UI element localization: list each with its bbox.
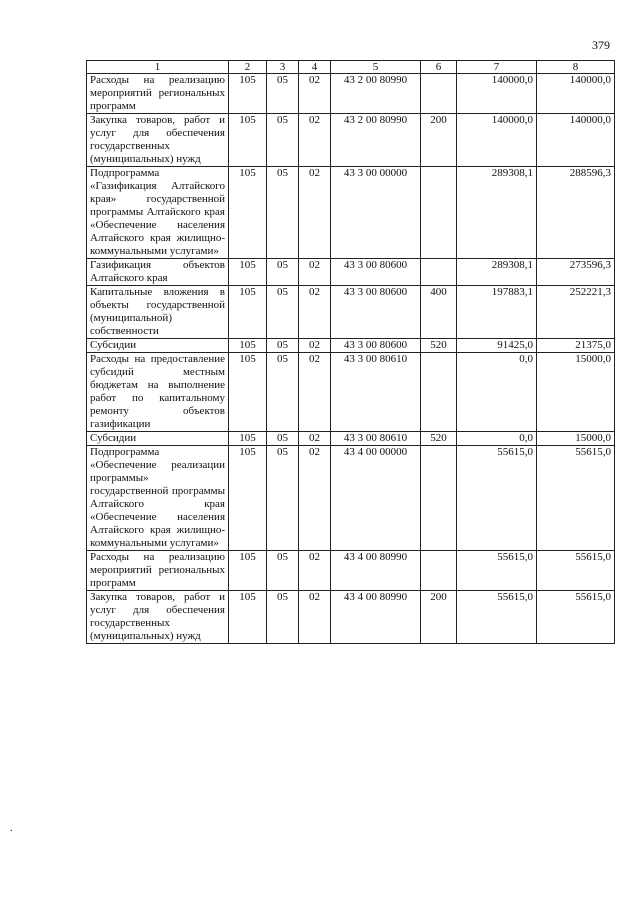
amount-year2-cell: 140000,0 xyxy=(537,74,615,114)
admin-code-cell: 105 xyxy=(229,591,267,644)
subsection-cell: 02 xyxy=(299,339,331,353)
section-cell: 05 xyxy=(267,353,299,432)
expense-type-cell xyxy=(421,259,457,286)
expense-name-cell: Закупка товаров, работ и услуг для обеспечения государственных (муниципальных) нужд xyxy=(87,114,229,167)
expense-name-cell: Газификация объектов Алтайского края xyxy=(87,259,229,286)
margin-dot: . xyxy=(10,823,13,834)
admin-code-cell: 105 xyxy=(229,432,267,446)
section-cell: 05 xyxy=(267,591,299,644)
subsection-cell: 02 xyxy=(299,114,331,167)
amount-year2-cell: 252221,3 xyxy=(537,286,615,339)
column-header: 8 xyxy=(537,61,615,74)
table-header-row xyxy=(87,61,615,74)
table-row xyxy=(87,432,615,446)
table-row xyxy=(87,339,615,353)
column-header: 6 xyxy=(421,61,457,74)
expense-type-cell xyxy=(421,446,457,551)
section-cell: 05 xyxy=(267,339,299,353)
admin-code-cell: 105 xyxy=(229,339,267,353)
section-cell: 05 xyxy=(267,551,299,591)
subsection-cell: 02 xyxy=(299,432,331,446)
target-article-cell: 43 3 00 80610 xyxy=(331,353,421,432)
amount-year2-cell: 55615,0 xyxy=(537,551,615,591)
amount-year2-cell: 273596,3 xyxy=(537,259,615,286)
section-cell: 05 xyxy=(267,446,299,551)
page-number: 379 xyxy=(592,38,610,52)
table-row xyxy=(87,353,615,432)
target-article-cell: 43 2 00 80990 xyxy=(331,114,421,167)
table-row xyxy=(87,591,615,644)
column-header: 4 xyxy=(299,61,331,74)
column-header: 5 xyxy=(331,61,421,74)
section-cell: 05 xyxy=(267,286,299,339)
expense-name-cell: Субсидии xyxy=(87,339,229,353)
amount-year1-cell: 140000,0 xyxy=(457,74,537,114)
amount-year2-cell: 15000,0 xyxy=(537,353,615,432)
expense-type-cell: 200 xyxy=(421,591,457,644)
admin-code-cell: 105 xyxy=(229,259,267,286)
amount-year2-cell: 55615,0 xyxy=(537,446,615,551)
subsection-cell: 02 xyxy=(299,286,331,339)
target-article-cell: 43 4 00 80990 xyxy=(331,551,421,591)
column-header: 3 xyxy=(267,61,299,74)
expense-name-cell: Подпрограмма «Газификация Алтайского края» государственной программы Алтайского края «Обеспечение населения Алтайского края жилищно-коммунальными услугами» xyxy=(87,167,229,259)
expense-type-cell xyxy=(421,167,457,259)
table-row xyxy=(87,74,615,114)
section-cell: 05 xyxy=(267,74,299,114)
subsection-cell: 02 xyxy=(299,353,331,432)
section-cell: 05 xyxy=(267,259,299,286)
table-row xyxy=(87,259,615,286)
amount-year1-cell: 0,0 xyxy=(457,353,537,432)
expense-type-cell xyxy=(421,74,457,114)
expense-name-cell: Субсидии xyxy=(87,432,229,446)
expense-type-cell xyxy=(421,353,457,432)
amount-year1-cell: 55615,0 xyxy=(457,446,537,551)
section-cell: 05 xyxy=(267,432,299,446)
amount-year1-cell: 197883,1 xyxy=(457,286,537,339)
section-cell: 05 xyxy=(267,114,299,167)
expense-name-cell: Расходы на реализацию мероприятий региональных программ xyxy=(87,551,229,591)
amount-year1-cell: 55615,0 xyxy=(457,591,537,644)
section-cell: 05 xyxy=(267,167,299,259)
expense-type-cell: 400 xyxy=(421,286,457,339)
expense-type-cell: 200 xyxy=(421,114,457,167)
amount-year2-cell: 288596,3 xyxy=(537,167,615,259)
amount-year2-cell: 21375,0 xyxy=(537,339,615,353)
target-article-cell: 43 3 00 80600 xyxy=(331,339,421,353)
column-header: 2 xyxy=(229,61,267,74)
amount-year1-cell: 140000,0 xyxy=(457,114,537,167)
table-row xyxy=(87,286,615,339)
target-article-cell: 43 2 00 80990 xyxy=(331,74,421,114)
admin-code-cell: 105 xyxy=(229,74,267,114)
expense-name-cell: Закупка товаров, работ и услуг для обеспечения государственных (муниципальных) нужд xyxy=(87,591,229,644)
table-row xyxy=(87,446,615,551)
expense-name-cell: Расходы на предоставление субсидий местным бюджетам на выполнение работ по капитальному ремонту объектов газификации xyxy=(87,353,229,432)
expense-name-cell: Подпрограмма «Обеспечение реализации программы» государственной программы Алтайского края «Обеспечение населения Алтайского края жилищно-коммунальными услугами» xyxy=(87,446,229,551)
column-header: 1 xyxy=(87,61,229,74)
amount-year1-cell: 289308,1 xyxy=(457,259,537,286)
target-article-cell: 43 4 00 80990 xyxy=(331,591,421,644)
table-row xyxy=(87,167,615,259)
subsection-cell: 02 xyxy=(299,167,331,259)
amount-year2-cell: 140000,0 xyxy=(537,114,615,167)
admin-code-cell: 105 xyxy=(229,446,267,551)
column-header: 7 xyxy=(457,61,537,74)
target-article-cell: 43 3 00 80610 xyxy=(331,432,421,446)
target-article-cell: 43 3 00 80600 xyxy=(331,259,421,286)
target-article-cell: 43 3 00 00000 xyxy=(331,167,421,259)
admin-code-cell: 105 xyxy=(229,551,267,591)
subsection-cell: 02 xyxy=(299,259,331,286)
admin-code-cell: 105 xyxy=(229,353,267,432)
target-article-cell: 43 4 00 00000 xyxy=(331,446,421,551)
expense-name-cell: Расходы на реализацию мероприятий региональных программ xyxy=(87,74,229,114)
subsection-cell: 02 xyxy=(299,591,331,644)
subsection-cell: 02 xyxy=(299,551,331,591)
budget-table xyxy=(86,60,615,644)
amount-year1-cell: 289308,1 xyxy=(457,167,537,259)
amount-year1-cell: 91425,0 xyxy=(457,339,537,353)
admin-code-cell: 105 xyxy=(229,114,267,167)
admin-code-cell: 105 xyxy=(229,286,267,339)
amount-year1-cell: 0,0 xyxy=(457,432,537,446)
target-article-cell: 43 3 00 80600 xyxy=(331,286,421,339)
subsection-cell: 02 xyxy=(299,74,331,114)
amount-year2-cell: 55615,0 xyxy=(537,591,615,644)
expense-type-cell: 520 xyxy=(421,432,457,446)
expense-type-cell: 520 xyxy=(421,339,457,353)
amount-year1-cell: 55615,0 xyxy=(457,551,537,591)
amount-year2-cell: 15000,0 xyxy=(537,432,615,446)
expense-type-cell xyxy=(421,551,457,591)
admin-code-cell: 105 xyxy=(229,167,267,259)
table-row xyxy=(87,114,615,167)
expense-name-cell: Капитальные вложения в объекты государственной (муниципальной) собственности xyxy=(87,286,229,339)
subsection-cell: 02 xyxy=(299,446,331,551)
table-row xyxy=(87,551,615,591)
